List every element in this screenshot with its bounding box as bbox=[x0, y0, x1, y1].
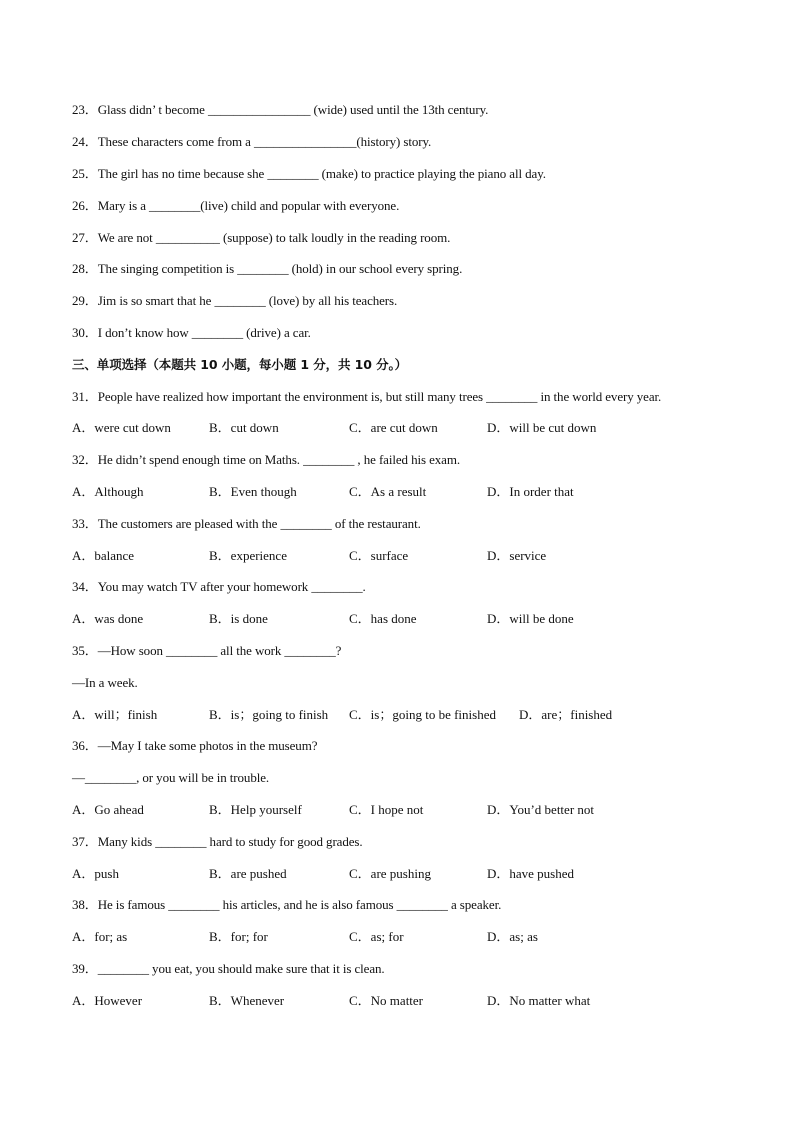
question-32-stem: 32．He didn’t spend enough time on Maths. ________ , he failed his exam. bbox=[72, 452, 461, 467]
option-b[interactable]: B．experience bbox=[209, 548, 287, 563]
option-d[interactable]: D．You’d better not bbox=[487, 802, 595, 817]
question-30: 30．I don’t know how ________ (drive) a car. bbox=[72, 325, 311, 340]
question-35-stem: 35．—How soon ________ all the work ________? bbox=[72, 643, 342, 658]
question-33-stem: 33．The customers are pleased with the ________ of the restaurant. bbox=[72, 516, 421, 531]
question-28: 28．The singing competition is ________ (hold) in our school every spring. bbox=[72, 261, 463, 276]
option-d[interactable]: D．In order that bbox=[487, 484, 574, 499]
question-33-options bbox=[72, 548, 732, 564]
option-c[interactable]: C．As a result bbox=[349, 484, 427, 499]
option-d[interactable]: D．No matter what bbox=[487, 993, 591, 1008]
option-c[interactable]: C．I hope not bbox=[349, 802, 424, 817]
option-a[interactable]: A．Although bbox=[72, 484, 144, 499]
option-a[interactable]: A．were cut down bbox=[72, 420, 171, 435]
question-37-options bbox=[72, 866, 732, 882]
question-25: 25．The girl has no time because she ________ (make) to practice playing the piano all day. bbox=[72, 166, 546, 181]
question-39-stem: 39．________ you eat, you should make sure that it is clean. bbox=[72, 961, 385, 976]
question-24: 24．These characters come from a ________________(history) story. bbox=[72, 134, 432, 149]
option-b[interactable]: B．Whenever bbox=[209, 993, 285, 1008]
option-c[interactable]: C．surface bbox=[349, 548, 409, 563]
option-d[interactable]: D．are；finished bbox=[519, 707, 613, 722]
question-39-options bbox=[72, 993, 732, 1009]
question-31-stem: 31．People have realized how important the environment is, but still many trees ________ in the world every year. bbox=[72, 389, 662, 404]
section-heading: 三、单项选择（本题共 10 小题，每小题 1 分，共 10 分。） bbox=[72, 357, 408, 372]
question-26: 26．Mary is a ________(live) child and popular with everyone. bbox=[72, 198, 400, 213]
option-d[interactable]: D．have pushed bbox=[487, 866, 575, 881]
option-d[interactable]: D．as; as bbox=[487, 929, 538, 944]
option-b[interactable]: B．Help yourself bbox=[209, 802, 302, 817]
question-36-options bbox=[72, 802, 732, 818]
option-c[interactable]: C．as; for bbox=[349, 929, 404, 944]
option-a[interactable]: A．However bbox=[72, 993, 143, 1008]
question-37-stem: 37．Many kids ________ hard to study for good grades. bbox=[72, 834, 363, 849]
option-a[interactable]: A．will；finish bbox=[72, 707, 158, 722]
option-c[interactable]: C．No matter bbox=[349, 993, 424, 1008]
question-32-options bbox=[72, 484, 732, 500]
question-38-options bbox=[72, 929, 732, 945]
question-29: 29．Jim is so smart that he ________ (love) by all his teachers. bbox=[72, 293, 398, 308]
question-23: 23．Glass didn’ t become ________________ (wide) used until the 13th century. bbox=[72, 102, 489, 117]
option-d[interactable]: D．will be cut down bbox=[487, 420, 597, 435]
option-c[interactable]: C．are pushing bbox=[349, 866, 431, 881]
option-b[interactable]: B．for; for bbox=[209, 929, 268, 944]
option-c[interactable]: C．are cut down bbox=[349, 420, 438, 435]
question-36-stem: 36．—May I take some photos in the museum? bbox=[72, 738, 318, 753]
question-34-options bbox=[72, 611, 732, 627]
option-b[interactable]: B．cut down bbox=[209, 420, 279, 435]
option-d[interactable]: D．service bbox=[487, 548, 547, 563]
question-36-answer-line: —________, or you will be in trouble. bbox=[72, 770, 270, 785]
option-b[interactable]: B．is；going to finish bbox=[209, 707, 329, 722]
option-b[interactable]: B．Even though bbox=[209, 484, 297, 499]
option-c[interactable]: C．is；going to be finished bbox=[349, 707, 496, 722]
option-b[interactable]: B．are pushed bbox=[209, 866, 287, 881]
question-35-answer-line: —In a week. bbox=[72, 675, 138, 690]
question-31-options bbox=[72, 420, 732, 436]
option-a[interactable]: A．for; as bbox=[72, 929, 128, 944]
question-34-stem: 34．You may watch TV after your homework ________. bbox=[72, 579, 366, 594]
option-b[interactable]: B．is done bbox=[209, 611, 268, 626]
option-c[interactable]: C．has done bbox=[349, 611, 417, 626]
option-a[interactable]: A．was done bbox=[72, 611, 144, 626]
question-38-stem: 38．He is famous ________ his articles, and he is also famous ________ a speaker. bbox=[72, 897, 502, 912]
option-a[interactable]: A．balance bbox=[72, 548, 135, 563]
option-d[interactable]: D．will be done bbox=[487, 611, 574, 626]
option-a[interactable]: A．push bbox=[72, 866, 119, 881]
option-a[interactable]: A．Go ahead bbox=[72, 802, 144, 817]
question-35-options bbox=[72, 707, 732, 723]
question-27: 27．We are not __________ (suppose) to talk loudly in the reading room. bbox=[72, 230, 451, 245]
